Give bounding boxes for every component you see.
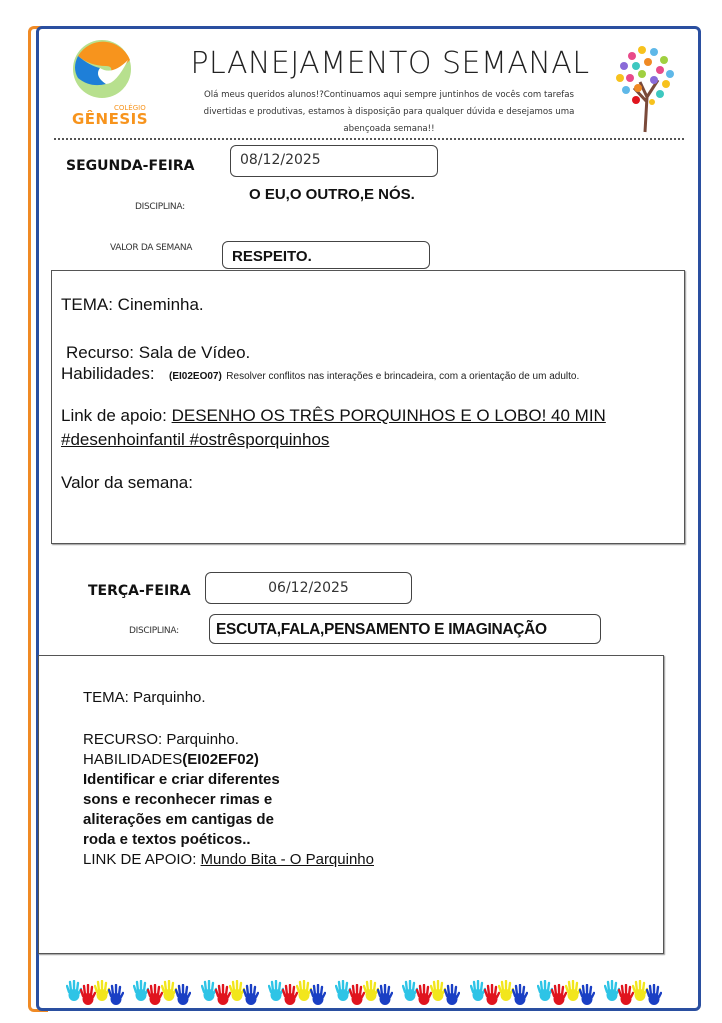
tuesday-habilidades-line: sons e reconhecer rimas e <box>83 791 273 808</box>
monday-habilidades-text: Resolver conflitos nas interações e brincadeira, com a orientação de um adulto. <box>226 371 580 382</box>
hand-icon <box>310 984 326 1006</box>
hand-group <box>133 980 191 1006</box>
tuesday-recurso: RECURSO: Parquinho. <box>83 731 239 748</box>
hand-icon <box>512 984 528 1006</box>
monday-value-field[interactable] <box>222 241 430 269</box>
hand-group <box>470 980 528 1006</box>
tuesday-plan-box <box>38 655 664 954</box>
header-divider <box>54 138 684 140</box>
tuesday-discipline: ESCUTA,FALA,PENSAMENTO E IMAGINAÇÃO <box>216 621 547 638</box>
monday-link-label: Link de apoio: <box>61 406 172 425</box>
hand-group <box>402 980 460 1006</box>
tuesday-day-label: TERÇA-FEIRA <box>88 583 191 599</box>
school-prefix: COLÉGIO <box>114 104 146 112</box>
hand-icon <box>108 984 124 1006</box>
monday-discipline: O EU,O OUTRO,E NÓS. <box>249 186 415 203</box>
monday-recurso: Recurso: Sala de Vídeo. <box>66 343 251 362</box>
monday-link-line <box>61 404 661 452</box>
tuesday-habilidades-header <box>83 750 374 770</box>
school-logo <box>70 40 158 126</box>
tuesday-details <box>83 730 374 870</box>
monday-plan-box <box>51 270 685 544</box>
hand-icon <box>579 984 595 1006</box>
hand-icon <box>243 984 259 1006</box>
hand-icon <box>444 984 460 1006</box>
tuesday-habilidades-label: HABILIDADES <box>83 751 183 768</box>
page-title: PLANEJAMENTO SEMANAL <box>190 46 590 81</box>
monday-day-label: SEGUNDA-FEIRA <box>66 158 195 174</box>
hand-group <box>201 980 259 1006</box>
tuesday-date: 06/12/2025 <box>268 580 349 596</box>
monday-habilidades <box>61 364 679 383</box>
intro-line: divertidas e produtivas, estamos à disposição para qualquer dúvida e desejamos uma <box>203 107 575 117</box>
tuesday-link-line <box>83 850 374 870</box>
footer-hands-border <box>66 980 662 1006</box>
tree-icon <box>612 42 678 134</box>
tuesday-date-field[interactable] <box>205 572 412 604</box>
hand-group <box>268 980 326 1006</box>
monday-value: RESPEITO. <box>232 248 312 265</box>
school-name: GÊNESIS <box>72 110 149 128</box>
tuesday-habilidades-code: (EI02EF02) <box>182 751 259 768</box>
intro-line: Olá meus queridos alunos!?Continuamos aqui sempre juntinhos de vocês com tarefas <box>203 90 575 100</box>
intro-text <box>176 87 602 138</box>
tuesday-habilidades-line: Identificar e criar diferentes <box>83 771 280 788</box>
tuesday-link-label: LINK DE APOIO: <box>83 851 201 868</box>
hand-icon <box>377 984 393 1006</box>
hand-group <box>604 980 662 1006</box>
monday-habilidades-label: Habilidades: <box>61 364 155 383</box>
monday-tema: TEMA: Cineminha. <box>61 295 204 314</box>
hand-icon <box>646 984 662 1006</box>
monday-valor-semana: Valor da semana: <box>61 473 193 492</box>
monday-discipline-label: DISCIPLINA: <box>135 202 185 212</box>
monday-date-field[interactable] <box>230 145 438 177</box>
tuesday-habilidades-line: roda e textos poéticos.. <box>83 831 251 848</box>
hand-icon <box>175 984 191 1006</box>
tuesday-tema: TEMA: Parquinho. <box>83 689 206 706</box>
tuesday-habilidades-line: aliterações em cantigas de <box>83 811 274 828</box>
tuesday-discipline-label: DISCIPLINA: <box>129 626 179 636</box>
hand-group <box>537 980 595 1006</box>
hand-group <box>335 980 393 1006</box>
monday-support-link[interactable]: DESENHO OS TRÊS PORQUINHOS E O LOBO! 40 MIN #desenhoinfantil #ostrêsporquinhos <box>61 406 606 449</box>
tuesday-discipline-field[interactable] <box>209 614 601 644</box>
intro-line: abençoada semana!! <box>343 124 435 134</box>
tuesday-support-link[interactable]: Mundo Bita - O Parquinho <box>200 851 374 868</box>
monday-value-label: VALOR DA SEMANA <box>110 243 193 253</box>
monday-date: 08/12/2025 <box>240 152 321 168</box>
hand-group <box>66 980 124 1006</box>
monday-habilidades-code: (EI02EO07) <box>169 371 222 382</box>
